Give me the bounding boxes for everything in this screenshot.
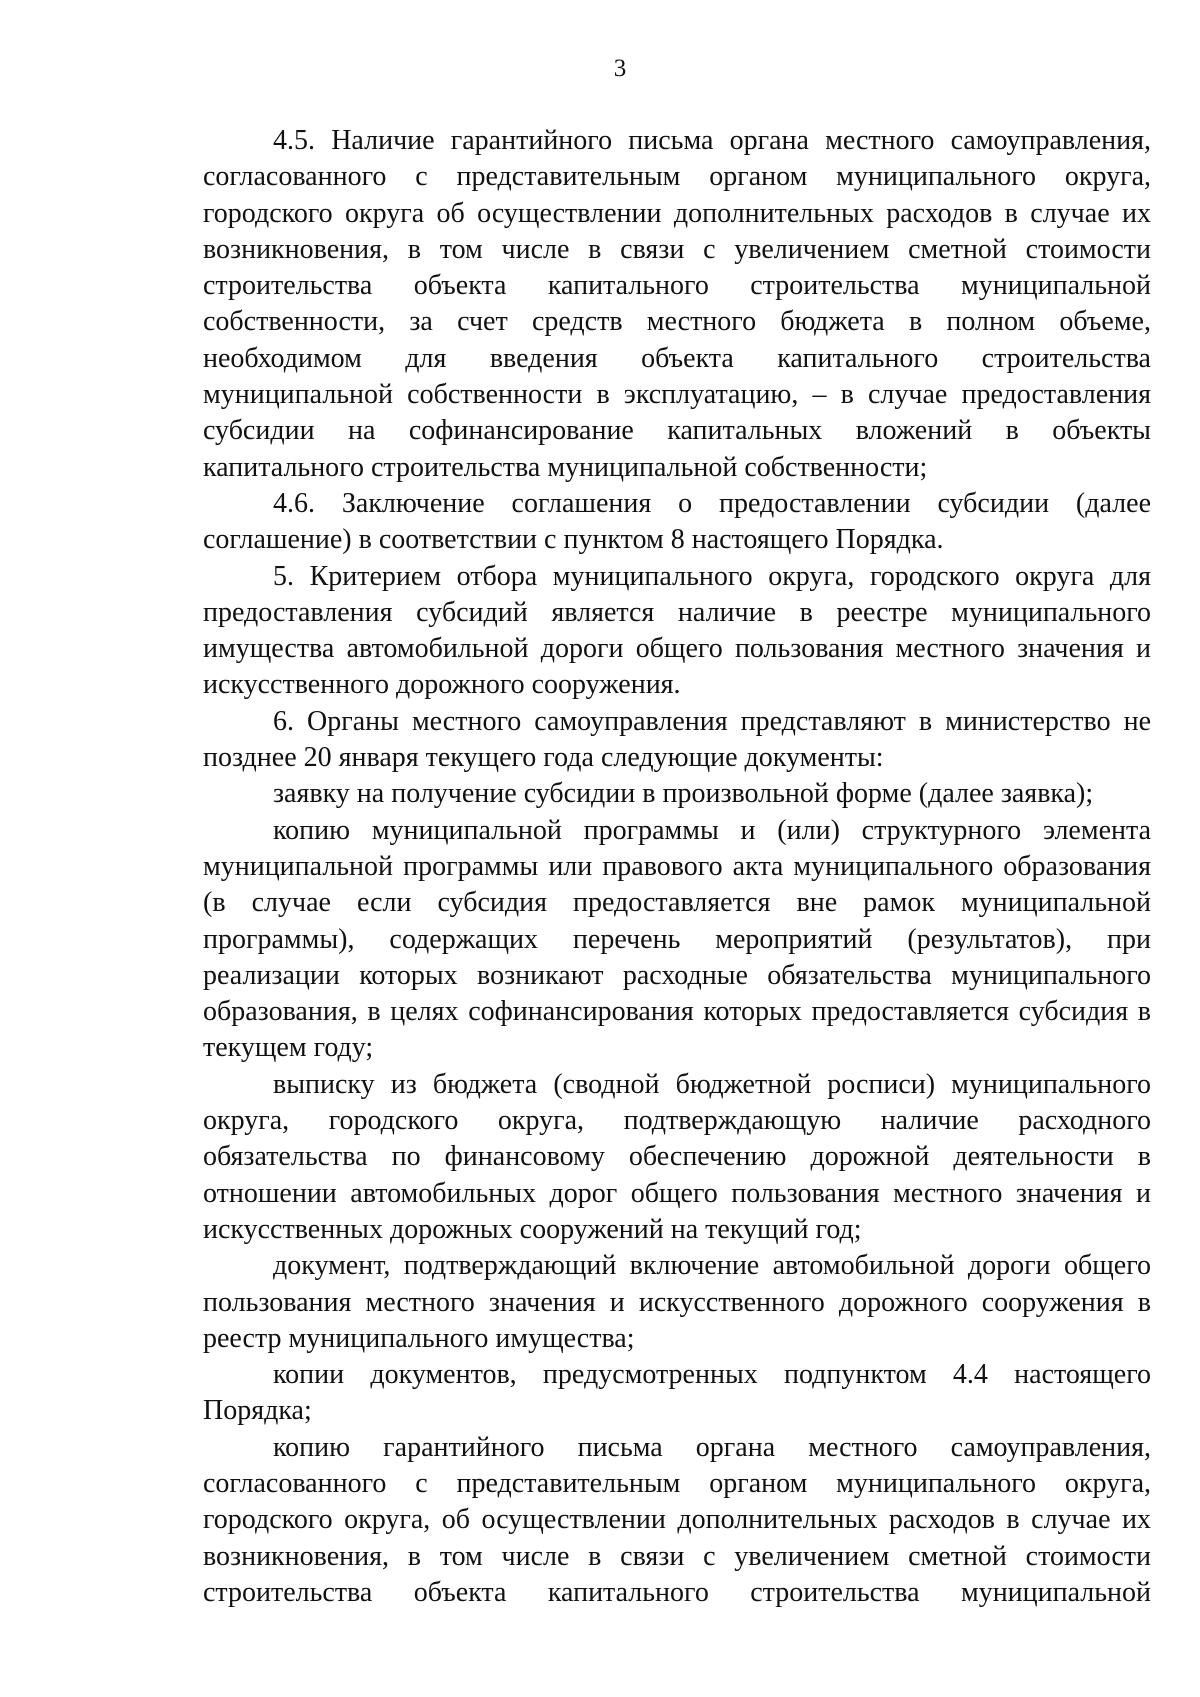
list-item-budget-extract: выписку из бюджета (сводной бюджетной росписи) муниципального округа, городского округа, подтверждающую наличие расходного обязательства по финансовому обеспечению дорожной деятельности в отношении автомобильных дорог общего пользования местного значения и искусственных дорожных сооружений на текущий год; (203, 1068, 1151, 1245)
list-item-guarantee-letter-copy: копию гарантийного письма органа местного самоуправления, согласованного с представительным органом муниципального округа, городского округа, об осуществлении дополнительных расходов в случае их возникновения, в том числе в связи с увеличением сметной стоимости строительства объекта капитального строительства муниципальной (203, 1431, 1151, 1608)
paragraph-4-5: 4.5. Наличие гарантийного письма органа местного самоуправления, согласованного с представительным органом муниципального округа, городского округа об осуществлении дополнительных расходов в случае их возникновения, в том числе в связи с увеличением сметной стоимости строительства объекта капитального строительства муниципальной собственности, за счет средств местного бюджета в полном объеме, необходимом для введения объекта капитального строительства муниципальной собственности в эксплуатацию, – в случае предоставления субсидии на софинансирование капитальных вложений в объекты капитального строительства муниципальной собственности; (203, 125, 1151, 483)
paragraph-5: 5. Критерием отбора муниципального округа, городского округа для предоставления субсидий является наличие в реестре муниципального имущества автомобильной дороги общего пользования местного значения и искусственного дорожного сооружения. (203, 560, 1151, 701)
list-item-document-copies: копии документов, предусмотренных подпунктом 4.4 настоящего Порядка; (203, 1359, 1151, 1427)
page-number: 3 (613, 55, 627, 82)
list-item-program-copy: копию муниципальной программы и (или) структурного элемента муниципальной программы или правового акта муниципального образования (в случае если субсидия предоставляется вне рамок муниципальной программы), содержащих перечень мероприятий (результатов), при реализации которых возникают расходные обязательства муниципального образования, в целях софинансирования которых предоставляется субсидия в текущем году; (203, 814, 1151, 1064)
list-item-registry-document: документ, подтверждающий включение автомобильной дороги общего пользования местного значения и искусственного дорожного сооружения в реестр муниципального имущества; (203, 1250, 1151, 1354)
paragraph-6: 6. Органы местного самоуправления представляют в министерство не позднее 20 января текущего года следующие документы: (203, 705, 1151, 774)
list-item-application: заявку на получение субсидии в произвольной форме (далее заявка); (273, 778, 1094, 810)
document-body (203, 123, 1151, 1611)
paragraph-4-6: 4.6. Заключение соглашения о предоставлении субсидии (далее соглашение) в соответствии с пунктом 8 настоящего Порядка. (203, 487, 1151, 556)
